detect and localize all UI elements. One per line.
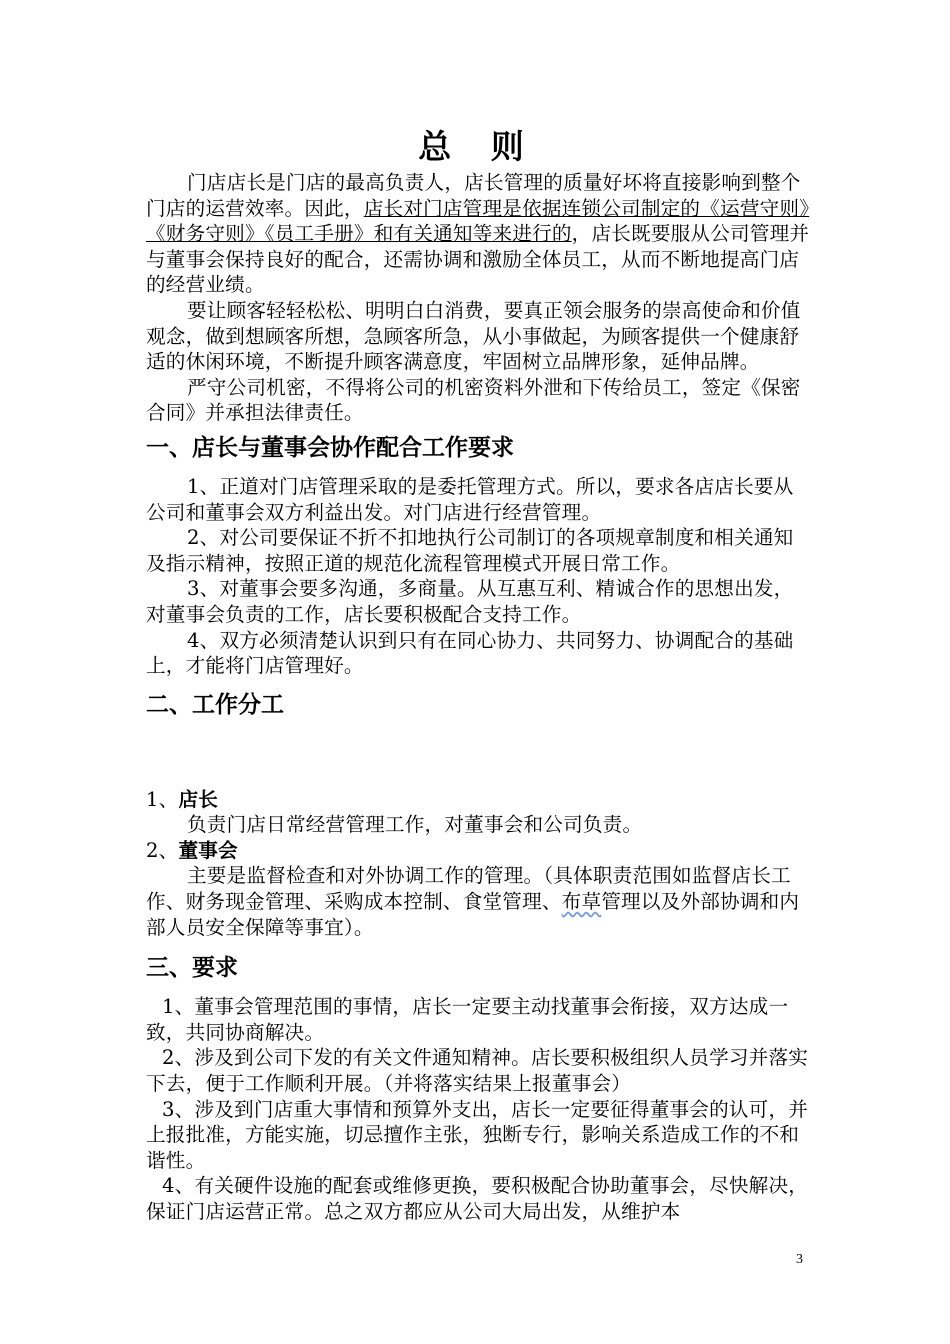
- intro-underlined-text: 店长对门店管理是依据连锁公司制定的《运营守则》《财务守则》《员工手册》和有关通知等来进行的: [146, 196, 810, 246]
- section1-item-2: 2、对公司要保证不折不扣地执行公司制订的各项规章制度和相关通知及指示精神，按照正道的规范化流程管理模式开展日常工作。: [146, 526, 794, 575]
- page-title: 总 则: [418, 127, 538, 166]
- role1-label: 店长: [178, 787, 219, 811]
- section1-heading: 一、店长与董事会协作配合工作要求: [146, 434, 514, 461]
- role-dongshihui-desc: [146, 863, 810, 940]
- section2-heading: 二、工作分工: [146, 691, 284, 718]
- role-dianzhang-desc: 负责门店日常经营管理工作，对董事会和公司负责。: [187, 813, 643, 837]
- role2-label: 董事会: [178, 838, 238, 862]
- section3-item-2: 2、涉及到公司下发的有关文件通知精神。店长要积极组织人员学习并落实下去，便于工作顺利开展。（并将落实结果上报董事会）: [146, 1046, 809, 1096]
- role2-desc-spellcheck: 布草: [561, 890, 602, 914]
- role1-number: 1、: [146, 787, 179, 811]
- section1-item-3: 3、对董事会要多沟通，多商量。从互惠互利、精诚合作的思想出发，对董事会负责的工作，店长要积极配合支持工作。: [146, 577, 794, 626]
- section3-item-4: 4、有关硬件设施的配套或维修更换，要积极配合协助董事会，尽快解决，保证门店运营正常。总之双方都应从公司大局出发，从维护本: [146, 1174, 809, 1223]
- intro-text-b: ，店长既要服从公司管理并与董事会保持良好的配合，还需协调和激励全体员工，从而不断地提高门店的经营业绩。: [146, 222, 810, 297]
- section1-item-4: 4、双方必须清楚认识到只有在同心协力、共同努力、协调配合的基础上，才能将门店管理好。: [146, 628, 794, 678]
- page-content: [146, 124, 810, 1225]
- role-dianzhang-title: [146, 787, 810, 813]
- intro-paragraph-3: 严守公司机密，不得将公司的机密资料外泄和下传给员工，签定《保密合同》并承担法律责任。: [146, 375, 801, 425]
- role2-desc-a: 主要是监督检查和对外协调工作的管理。（具体职责范围如监督店长工作、财务现金管理、采购成本控制、食堂管理、: [146, 864, 791, 914]
- role-dongshihui-title: [146, 838, 810, 864]
- role2-desc-b: 管理以及外部协调和内部人员安全保障等事宜）。: [146, 890, 800, 939]
- page-number: 3: [796, 1252, 803, 1267]
- section3-item-1: 1、董事会管理范围的事情，店长一定要主动找董事会衔接，双方达成一致，共同协商解决。: [146, 995, 789, 1044]
- section3-heading: 三、要求: [146, 955, 238, 982]
- section1-item-1: 1、正道对门店管理采取的是委托管理方式。所以，要求各店店长要从公司和董事会双方利益出发。对门店进行经营管理。: [146, 474, 794, 524]
- intro-text-a: 门店店长是门店的最高负责人，店长管理的质量好坏将直接影响到整个门店的运营效率。因此，: [146, 171, 801, 220]
- section3-item-3: 3、涉及到门店重大事情和预算外支出，店长一定要征得董事会的认可，并上报批准，方能实施，切忌擅作主张，独断专行，影响关系造成工作的不和谐性。: [146, 1097, 809, 1172]
- intro-paragraph-1: [146, 170, 810, 298]
- role2-number: 2、: [146, 838, 179, 862]
- intro-paragraph-2: 要让顾客轻轻松松、明明白白消费，要真正领会服务的崇高使命和价值观念，做到想顾客所想，急顾客所急，从小事做起，为顾客提供一个健康舒适的休闲环境，不断提升顾客满意度，牢固树立品牌形象，延伸品牌。: [146, 298, 801, 374]
